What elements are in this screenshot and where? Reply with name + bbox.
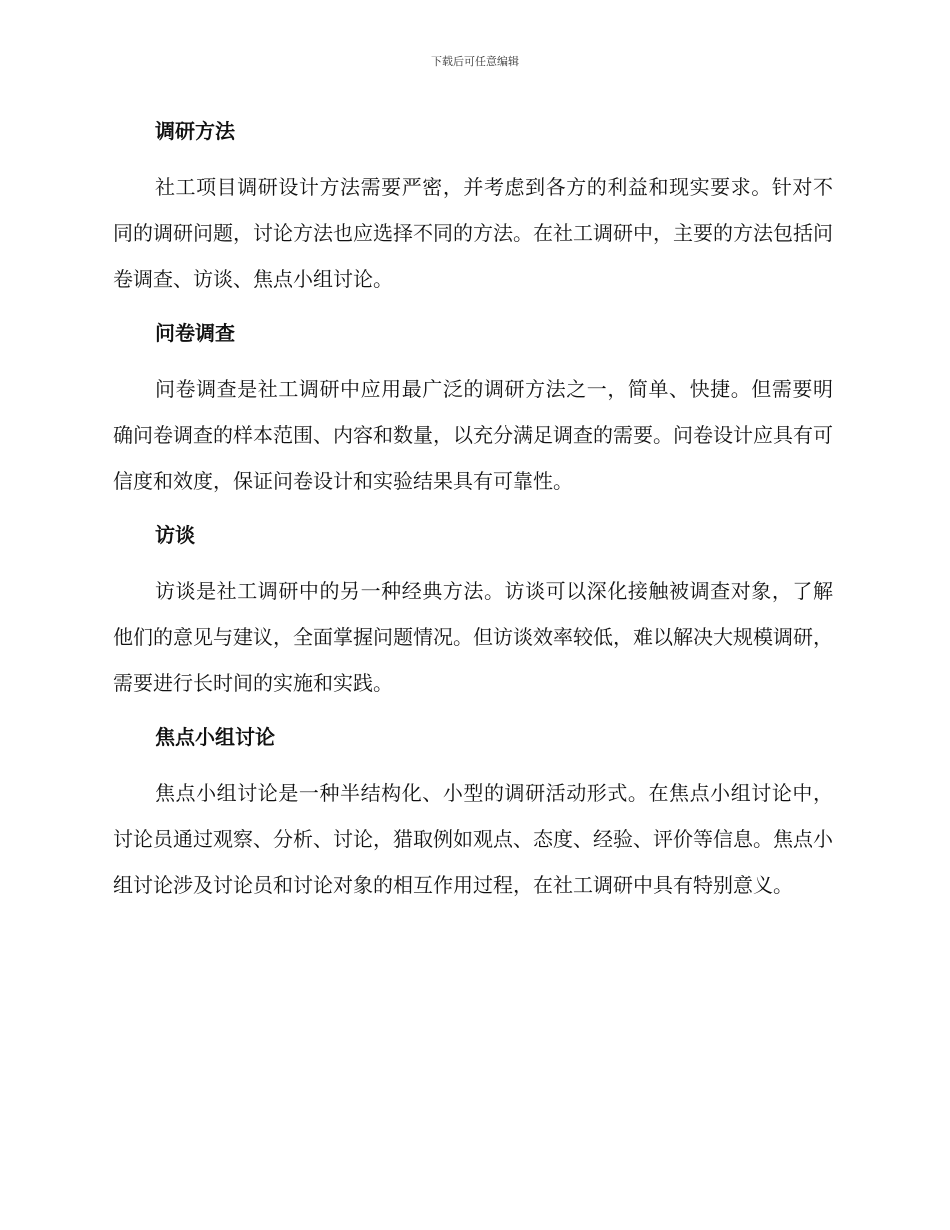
- section-heading: 焦点小组讨论: [155, 725, 275, 749]
- section-questionnaire: [113, 310, 833, 504]
- section-heading: 问卷调查: [155, 321, 235, 345]
- page-header-note: 下载后可任意编辑: [431, 55, 519, 68]
- section-heading: 访谈: [155, 523, 195, 547]
- section-paragraph: 访谈是社工调研中的另一种经典方法。访谈可以深化接触被调查对象，了解他们的意见与建议，全面掌握问题情况。但访谈效率较低，难以解决大规模调研，需要进行长时间的实施和实践。: [113, 579, 833, 695]
- section-research-methods: [113, 108, 833, 302]
- section-interview: [113, 512, 833, 706]
- section-paragraph: 焦点小组讨论是一种半结构化、小型的调研活动形式。在焦点小组讨论中，讨论员通过观察、分析、讨论，猎取例如观点、态度、经验、评价等信息。焦点小组讨论涉及讨论员和讨论对象的相互作用过程，在社工调研中具有特别意义。: [113, 781, 833, 897]
- document-body: [113, 108, 833, 916]
- section-paragraph: 问卷调查是社工调研中应用最广泛的调研方法之一，简单、快捷。但需要明确问卷调查的样本范围、内容和数量，以充分满足调查的需要。问卷设计应具有可信度和效度，保证问卷设计和实验结果具有可靠性。: [113, 377, 833, 493]
- section-paragraph: 社工项目调研设计方法需要严密，并考虑到各方的利益和现实要求。针对不同的调研问题，讨论方法也应选择不同的方法。在社工调研中，主要的方法包括问卷调查、访谈、焦点小组讨论。: [113, 175, 833, 291]
- section-focus-group: [113, 714, 833, 908]
- section-heading: 调研方法: [155, 119, 235, 143]
